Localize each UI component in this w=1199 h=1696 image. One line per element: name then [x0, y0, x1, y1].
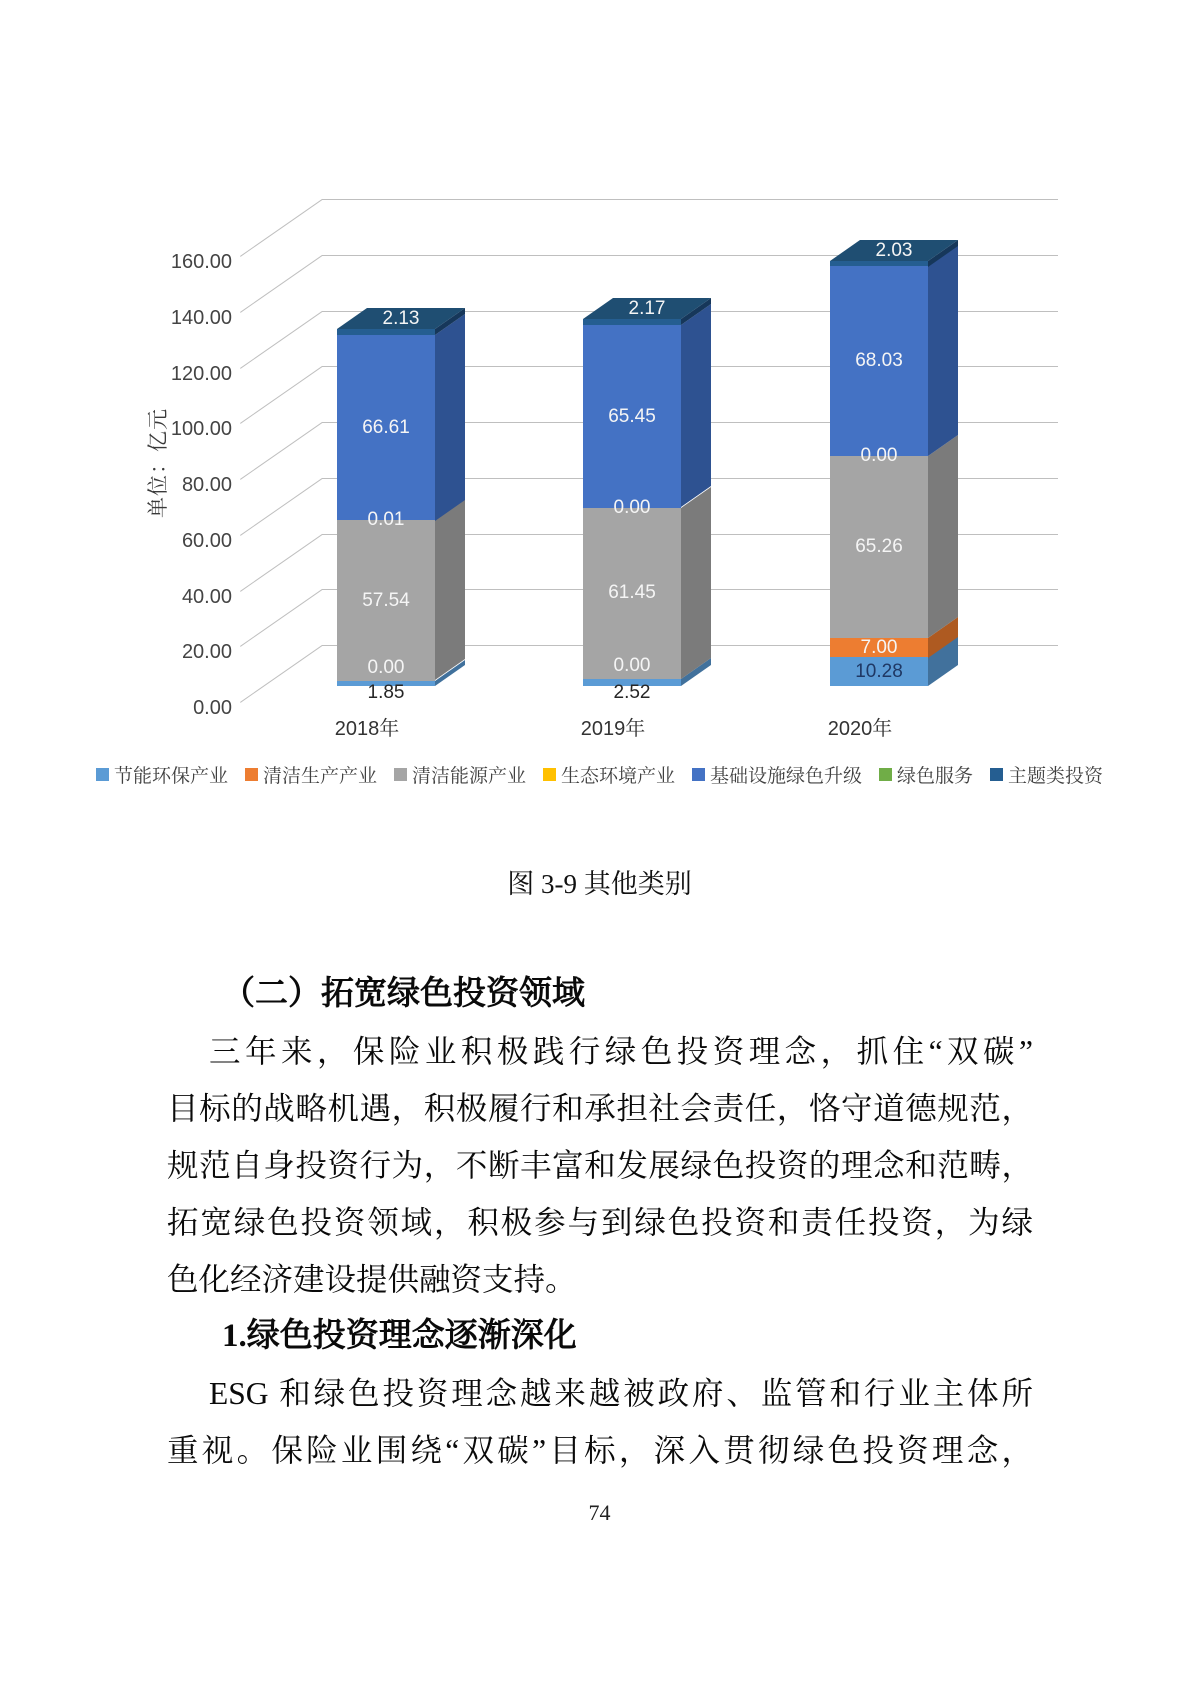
y-tick-label: 160.00: [170, 251, 232, 274]
sub-heading: 1.绿色投资理念逐渐深化: [222, 1318, 577, 1354]
y-tick-label: 40.00: [181, 585, 232, 608]
grid-diagonal: [240, 422, 323, 480]
legend-label: 清洁能源产业: [411, 766, 526, 787]
legend-label: 基础设施绿色升级: [710, 766, 863, 787]
bar-value-label: 66.61: [362, 416, 410, 438]
x-category-label: 2020年: [827, 718, 893, 740]
bar-value-label: 61.45: [608, 582, 656, 604]
legend-swatch: [692, 768, 705, 781]
bar-value-label: 0.00: [860, 444, 898, 466]
paragraph-line: 三年来，保险业积极践行绿色投资理念，抓住“双碳”: [209, 1034, 1033, 1069]
legend-item: [879, 761, 973, 788]
legend-label: 绿色服务: [897, 766, 974, 787]
bar-value-label: 2.13: [382, 307, 420, 329]
x-category-label: 2018年: [334, 718, 400, 740]
gridline: [322, 199, 1058, 200]
page-number: 74: [588, 1500, 611, 1525]
section-heading: （二）拓宽绿色投资领域: [222, 976, 585, 1012]
legend-swatch: [543, 768, 556, 781]
legend-swatch: [990, 768, 1003, 781]
paragraph-line: ESG 和绿色投资理念越来越被政府、监管和行业主体所: [209, 1376, 1033, 1411]
bar-value-label: 0.00: [613, 496, 651, 518]
legend-label: 生态环境产业: [560, 766, 675, 787]
y-tick-label: 120.00: [170, 362, 232, 385]
bar-value-label: 65.45: [608, 405, 656, 427]
legend-swatch: [96, 768, 109, 781]
body-text: [167, 966, 1033, 1479]
grid-diagonal: [240, 533, 323, 591]
bar-value-label: 2.17: [628, 298, 666, 320]
bar-value-label: 0.00: [367, 656, 405, 678]
bar-value-label: 7.00: [860, 636, 898, 658]
bar-value-label: 2.03: [875, 239, 913, 261]
legend-item: [96, 761, 228, 788]
y-tick-label: 20.00: [181, 641, 232, 664]
grid-diagonal: [240, 478, 323, 536]
legend-item: [245, 761, 377, 788]
grid-diagonal: [240, 199, 323, 257]
legend-item: [692, 761, 862, 788]
legend-label: 节能环保产业: [113, 766, 228, 787]
legend-swatch: [879, 768, 892, 781]
bar-value-label: 2.52: [613, 682, 651, 703]
legend-label: 清洁生产产业: [262, 766, 377, 787]
grid-diagonal: [240, 645, 323, 703]
chart-plot: [0, 0, 1199, 760]
legend-label: 主题类投资: [1008, 766, 1104, 787]
bar-value-label: 57.54: [362, 589, 410, 611]
bar-value-label: 68.03: [855, 350, 903, 372]
grid-diagonal: [240, 589, 323, 647]
legend-item: [394, 761, 526, 788]
y-tick-label: 140.00: [170, 306, 232, 329]
bar-value-label: 0.01: [367, 509, 405, 531]
legend-swatch: [394, 768, 407, 781]
legend-item: [543, 761, 675, 788]
y-tick-label: 100.00: [170, 418, 232, 441]
paragraph-line: 色化经济建设提供融资支持。: [167, 1262, 577, 1297]
y-tick-label: 60.00: [181, 529, 232, 552]
paragraph-line: 拓宽绿色投资领域，积极参与到绿色投资和责任投资，为绿: [167, 1205, 1033, 1240]
grid-diagonal: [240, 255, 323, 313]
bar-value-label: 1.85: [367, 682, 405, 703]
paragraph-line: 目标的战略机遇，积极履行和承担社会责任，恪守道德规范，: [167, 1091, 1033, 1126]
x-category-label: 2019年: [580, 718, 646, 740]
y-tick-label: 0.00: [193, 697, 232, 719]
paragraph-line: 规范自身投资行为，不断丰富和发展绿色投资的理念和范畴，: [167, 1148, 1033, 1183]
legend-swatch: [245, 768, 258, 781]
grid-diagonal: [240, 310, 323, 368]
bar-value-label: 65.26: [855, 535, 903, 557]
y-axis-title: 单位：亿元: [147, 408, 170, 518]
bar-value-label: 10.28: [855, 660, 903, 682]
grid-diagonal: [240, 366, 323, 424]
bar-value-label: 0.00: [613, 654, 651, 676]
figure-caption: 图 3-9 其他类别: [507, 869, 692, 899]
chart-legend: [0, 761, 1199, 788]
paragraph-line: 重视。保险业围绕“双碳”目标，深入贯彻绿色投资理念，: [167, 1433, 1033, 1468]
y-tick-label: 80.00: [181, 474, 232, 497]
legend-item: [990, 761, 1103, 788]
